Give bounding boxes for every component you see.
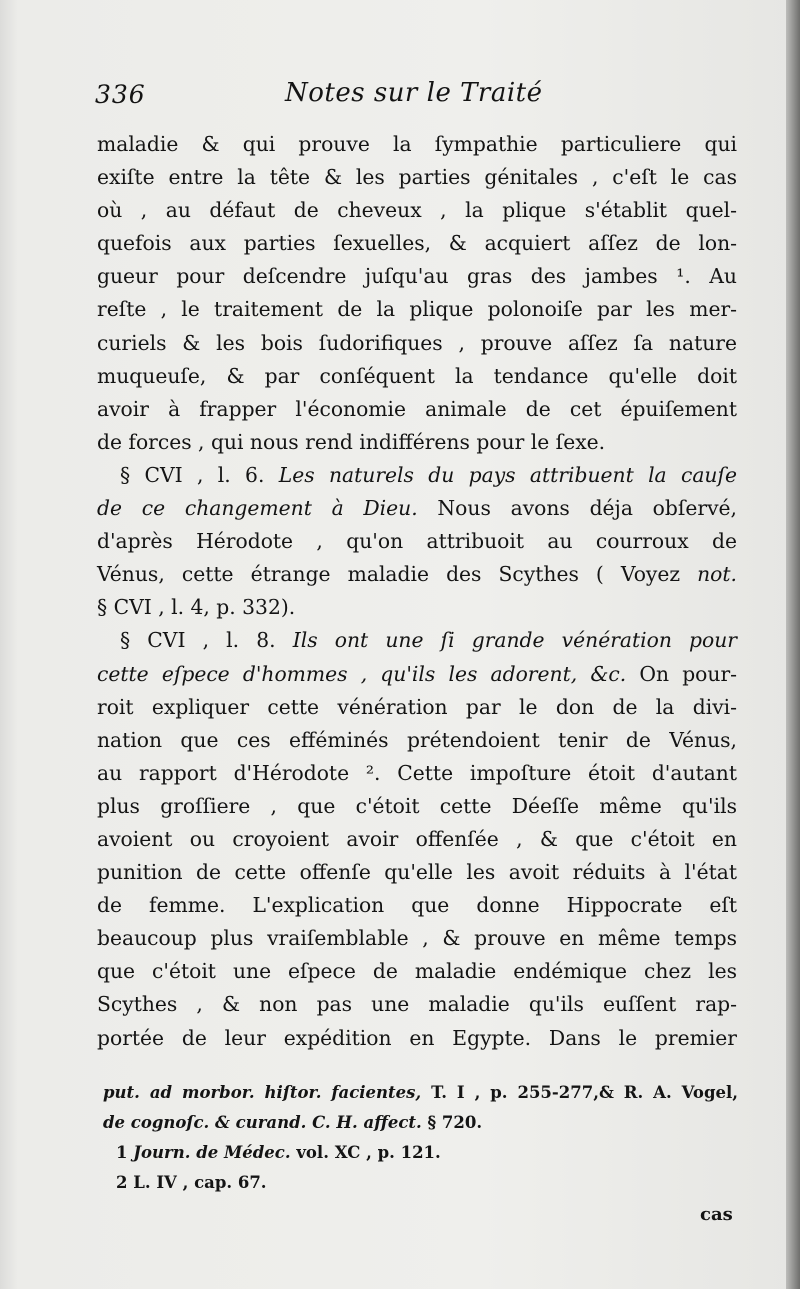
text-line: muqueuſe, & par conſéquent la tendance qu'elle doit: [97, 363, 737, 388]
footnote-italic: de cognoſc. & curand. C. H. affect.: [103, 1113, 422, 1132]
footnote-text: § 720.: [421, 1113, 483, 1132]
footnote-line: [103, 1108, 738, 1138]
text-line: curiels & les bois ſudorifiques , prouve aſſez ſa nature: [97, 330, 737, 355]
text-line: reſte , le traitement de la plique polonoiſe par les mer-: [97, 297, 737, 322]
text-line: Scythes , & non pas une maladie qu'ils euſſent rap-: [97, 992, 737, 1017]
text-line: [97, 459, 737, 492]
text-line: quefois aux parties ſexuelles, & acquiert aſſez de lon-: [97, 231, 737, 256]
footnote-line: [103, 1078, 738, 1108]
text-line: [97, 558, 737, 591]
text-line: avoient ou croyoient avoir offenſée , & que c'étoit en: [97, 826, 737, 851]
page-header: [95, 80, 740, 120]
footnote-text: L. IV , cap. 67.: [133, 1173, 267, 1192]
footnote-text: vol. XC , p. 121.: [290, 1143, 441, 1162]
text-line: beaucoup plus vraiſemblable , & prouve en même temps: [97, 926, 737, 951]
text-line: plus groſſiere , que c'étoit cette Déeſſe même qu'ils: [97, 793, 737, 818]
page-number: 336: [95, 80, 146, 109]
text-line: d'après Hérodote , qu'on attribuoit au courroux de: [97, 529, 737, 554]
footnote-text: T. I , p. 255-277,& R. A. Vogel,: [421, 1083, 738, 1102]
footnote-italic: put. ad morbor. hiſtor. facientes,: [103, 1083, 422, 1102]
text-line: [97, 492, 737, 525]
text-line: gueur pour deſcendre juſqu'au gras des jambes ¹. Au: [97, 264, 737, 289]
text-line: roit expliquer cette vénération par le don de la divi-: [97, 694, 737, 719]
text-line: portée de leur expédition en Egypte. Dans le premier: [97, 1025, 737, 1050]
quoted-text: de ce changement à Dieu.: [97, 496, 418, 521]
text-line: avoir à frapper l'économie animale de cet épuiſement: [97, 396, 737, 421]
text-segment: On pour-: [626, 661, 737, 686]
text-line: maladie & qui prouve la ſympathie particuliere qui: [97, 132, 737, 156]
text-line: [97, 624, 737, 657]
text-line: que c'étoit une eſpece de maladie endémique chez les: [97, 959, 737, 984]
text-line: nation que ces efféminés prétendoient tenir de Vénus,: [97, 727, 737, 752]
quoted-text: Ils ont une ſi grande vénération pour: [292, 628, 737, 653]
quoted-text: Les naturels du pays attribuent la cauſe: [278, 462, 738, 487]
main-text: [97, 128, 737, 1055]
section-reference: § CVI , l. 8.: [120, 628, 293, 653]
text-line: de forces , qui nous rend indifférens pour le ſexe.: [97, 429, 606, 454]
page-edge-shadow: [786, 0, 800, 1289]
text-segment: Vénus, cette étrange maladie des Scythes ( Voyez: [97, 562, 698, 587]
text-line: où , au défaut de cheveux , la plique s'établit quel-: [97, 198, 737, 223]
text-line: de femme. L'explication que donne Hippocrate eſt: [97, 893, 737, 918]
text-line: § CVI , l. 4, p. 332).: [97, 595, 296, 620]
footnote-marker: 1: [116, 1143, 128, 1162]
text-segment-italic: not.: [697, 562, 737, 587]
text-line: au rapport d'Hérodote ². Cette impoſture étoit d'autant: [97, 760, 737, 785]
text-line: exiſte entre la tête & les parties génitales , c'eſt le cas: [97, 165, 737, 190]
quoted-text: cette eſpece d'hommes , qu'ils les adorent, &c.: [97, 661, 627, 686]
footnote-italic: Journ. de Médec.: [133, 1143, 291, 1162]
text-line: punition de cette offenſe qu'elle les avoit réduits à l'état: [97, 860, 737, 885]
running-title: Notes sur le Traité: [285, 78, 543, 108]
footnotes: [103, 1078, 738, 1198]
text-line: [97, 658, 737, 691]
footnote-1: [103, 1138, 738, 1168]
text-segment: Nous avons déja obſervé,: [417, 496, 737, 521]
section-reference: § CVI , l. 6.: [120, 462, 279, 487]
catchword: cas: [700, 1204, 733, 1225]
footnote-2: [103, 1168, 738, 1198]
footnote-marker: 2: [116, 1173, 128, 1192]
